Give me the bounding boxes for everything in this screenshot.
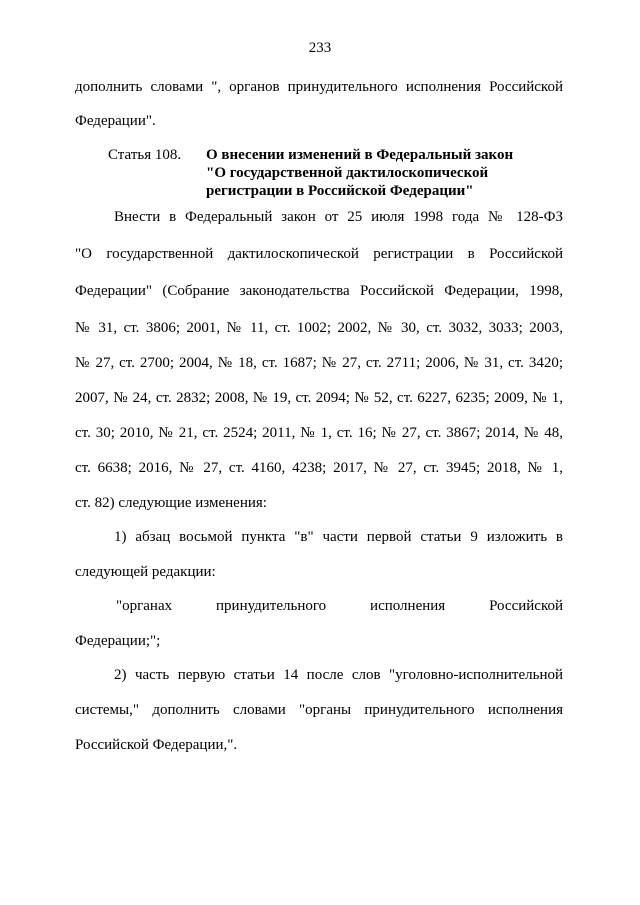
article-title-line: "О государственной дактилоскопической bbox=[206, 165, 489, 181]
item-2-line: системы," дополнить словами "органы принудительного исполнения bbox=[75, 702, 563, 718]
article-title-line: регистрации в Российской Федерации" bbox=[206, 183, 474, 199]
body-line: № 31, ст. 3806; 2001, № 11, ст. 1002; 2002, № 30, ст. 3032, 3033; 2003, bbox=[75, 320, 563, 336]
article-label: Статья 108. bbox=[108, 147, 182, 163]
item-2-line: Российской Федерации,". bbox=[75, 737, 238, 753]
body-line: ст. 82) следующие изменения: bbox=[75, 495, 267, 511]
page-number: 233 bbox=[308, 40, 332, 56]
body-line: ст. 30; 2010, № 21, ст. 2524; 2011, № 1, ст. 16; № 27, ст. 3867; 2014, № 48, bbox=[75, 425, 563, 441]
body-line: 2007, № 24, ст. 2832; 2008, № 19, ст. 2094; № 52, ст. 6227, 6235; 2009, № 1, bbox=[75, 390, 563, 406]
quote-line: "органах принудительного исполнения Российской bbox=[116, 598, 563, 614]
body-line: "О государственной дактилоскопической регистрации в Российской bbox=[75, 246, 563, 262]
body-line: Федерации" (Собрание законодательства Российской Федерации, 1998, bbox=[75, 283, 563, 299]
intro-line: дополнить словами ", органов принудительного исполнения Российской bbox=[75, 79, 563, 95]
item-1-line: следующей редакции: bbox=[75, 564, 216, 580]
quote-line: Федерации;"; bbox=[75, 633, 161, 649]
body-line: ст. 6638; 2016, № 27, ст. 4160, 4238; 2017, № 27, ст. 3945; 2018, № 1, bbox=[75, 460, 563, 476]
item-2-line: 2) часть первую статьи 14 после слов "уголовно-исполнительной bbox=[114, 667, 563, 683]
item-1-line: 1) абзац восьмой пункта "в" части первой статьи 9 изложить в bbox=[114, 529, 563, 545]
body-line: Внести в Федеральный закон от 25 июля 1998 года № 128-ФЗ bbox=[114, 209, 563, 225]
body-line: № 27, ст. 2700; 2004, № 18, ст. 1687; № 27, ст. 2711; 2006, № 31, ст. 3420; bbox=[75, 355, 563, 371]
article-title-line: О внесении изменений в Федеральный закон bbox=[206, 147, 514, 163]
intro-line: Федерации". bbox=[75, 113, 156, 129]
article-title bbox=[206, 146, 546, 200]
